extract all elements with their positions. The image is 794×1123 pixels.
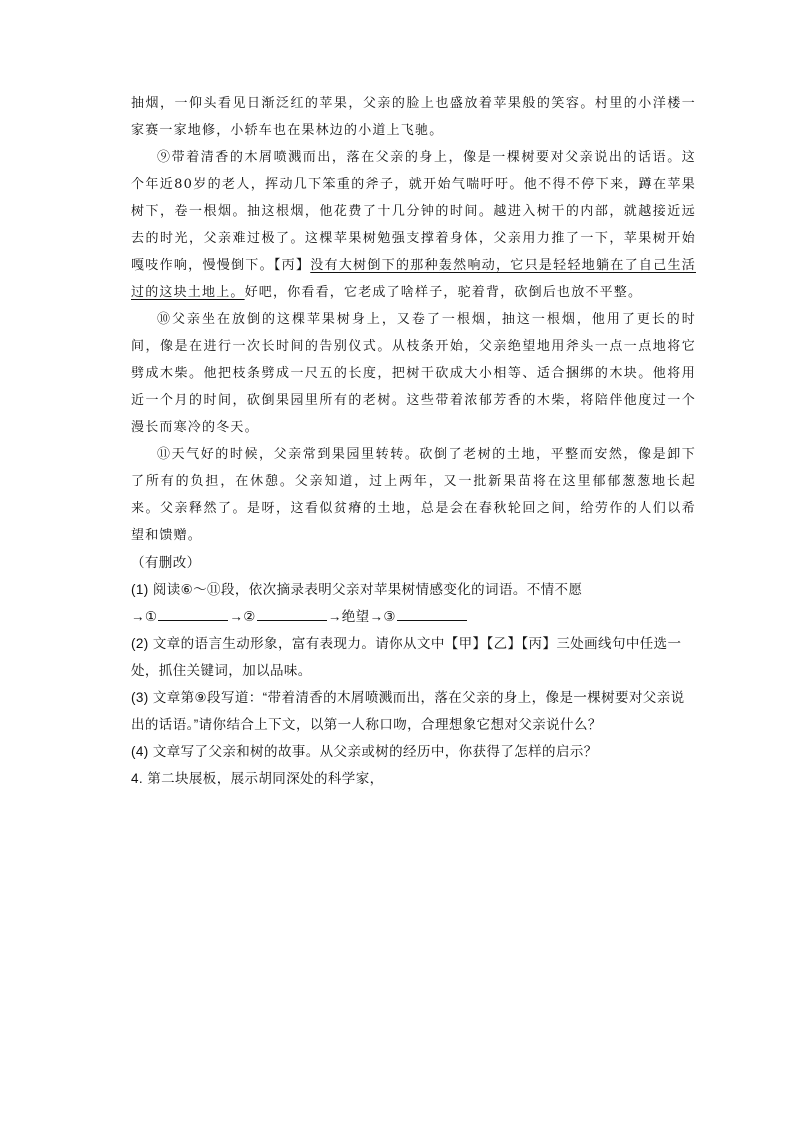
question-1-text: (1) 阅读⑥～⑪段，依次摘录表明父亲对苹果树情感变化的词语。不情不愿 [131, 582, 583, 597]
passage-paragraph-continued: 抽烟，一仰头看见日渐泛红的苹果，父亲的脸上也盛放着苹果般的笑容。村里的小洋楼一家赛一家地修，小轿车也在果林边的小道上飞驰。 [131, 96, 696, 138]
passage-paragraph-9 [131, 144, 696, 306]
question-1-arrow-3: →绝望→③ [327, 609, 396, 624]
question-1-arrow-1: →① [131, 609, 158, 624]
question-3: (3) 文章第⑨段写道：“带着清香的木屑喷溅而出，落在父亲的身上，像是一棵树要对父亲说出的话语。”请你结合上下文，以第一人称口吻，合理想象它想对父亲说什么？ [131, 690, 685, 732]
passage-paragraph-10: ⑩父亲坐在放倒的这棵苹果树身上，又卷了一根烟，抽这一根烟，他用了更长的时间，像是在进行一次长时间的告别仪式。从枝条开始，父亲绝望地用斧头一点一点地将它劈成木柴。他把枝条劈成一尺五的长度，把树干砍成大小相等、适合捆绑的木块。他将用近一个月的时间，砍倒果园里所有的老树。这些带着浓郁芳香的木柴，将陪伴他度过一个漫长而寒冷的冬天。 [131, 312, 696, 435]
paragraph-9-text: ⑨带着清香的木屑喷溅而出，落在父亲的身上，像是一棵树要对父亲说出的话语。这个年近80岁的老人，挥动几下笨重的斧子，就开始气喘吁吁。他不得不停下来，蹲在苹果树下，卷一根烟。抽这根烟，他花费了十几分钟的时间。越进入树干的内部，就越接近远去的时光，父亲难过极了。这棵苹果树勉强支撑着身体，父亲用力推了一下，苹果树开始嘎吱作响，慢慢倒下。 [131, 150, 696, 273]
question-1-arrow-2: →② [229, 609, 256, 624]
mark-bing: 【丙】 [273, 258, 311, 273]
answer-blank-2[interactable] [257, 606, 327, 621]
source-note: （有删改） [131, 555, 201, 570]
passage-paragraph-11: ⑪天气好的时候，父亲常到果园里转转。砍倒了老树的土地，平整而安然，像是卸下了所有的负担，在休憩。父亲知道，过上两年，又一批新果苗将在这里郁郁葱葱地长起来。父亲释然了。是呀，这看似贫瘠的土地，总是会在春秋轮回之间，给劳作的人们以希望和馈赠。 [131, 447, 696, 543]
item-4-heading: 4. 第二块展板，展示胡同深处的科学家， [131, 771, 384, 786]
paragraph-9-end: 好吧，你看看，它老成了啥样子，驼着背，砍倒后也放不平整。 [244, 285, 643, 300]
question-2: (2) 文章的语言生动形象，富有表现力。请你从文中【甲】【乙】【丙】三处画线句中任选一处，抓住关键词，加以品味。 [131, 636, 682, 678]
question-1 [131, 576, 696, 630]
answer-blank-3[interactable] [397, 606, 467, 621]
underlined-sentence-bing: 没有大树倒下的那种轰然响动，它只是轻轻地躺在了自己生活过的这块土地上。 [131, 258, 696, 300]
answer-blank-1[interactable] [158, 606, 228, 621]
document-page [131, 90, 696, 792]
question-4: (4) 文章写了父亲和树的故事。从父亲或树的经历中，你获得了怎样的启示？ [131, 744, 598, 759]
